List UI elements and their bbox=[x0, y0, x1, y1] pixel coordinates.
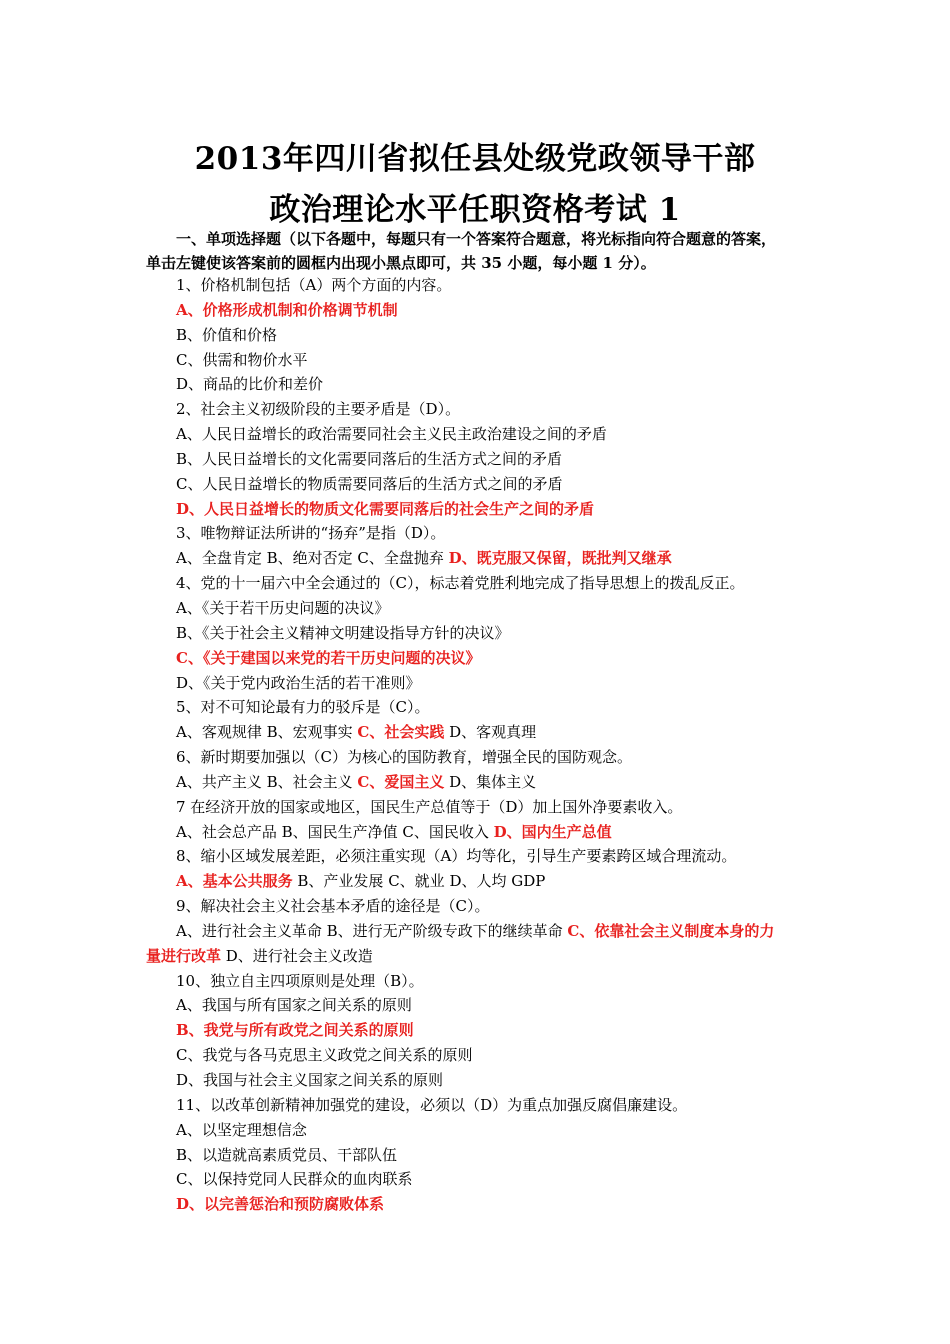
question-list bbox=[0, 273, 950, 1217]
text-line bbox=[0, 273, 950, 298]
line-text: 4、党的十一届六中全会通过的（C），标志着党胜利地完成了指导思想上的拨乱反正。 bbox=[176, 574, 745, 593]
highlighted-answer: D、以完善惩治和预防腐败体系 bbox=[176, 1195, 385, 1214]
text-line bbox=[0, 671, 950, 696]
text-line bbox=[0, 969, 950, 994]
text-line bbox=[0, 298, 950, 323]
text-line bbox=[0, 1192, 950, 1217]
text-line bbox=[0, 894, 950, 919]
line-text: 11、以改革创新精神加强党的建设，必须以（D）为重点加强反腐倡廉建设。 bbox=[176, 1095, 688, 1114]
line-text: A、进行社会主义革命 B、进行无产阶级专政下的继续革命 bbox=[176, 921, 568, 940]
text-line bbox=[0, 571, 950, 596]
line-text: B、价值和价格 bbox=[176, 325, 278, 344]
instructions-line-1: 一、单项选择题（以下各题中，每题只有一个答案符合题意，将光标指向符合题意的答案， bbox=[176, 230, 777, 248]
line-text: D、商品的比价和差价 bbox=[176, 375, 324, 394]
line-text: A、我国与所有国家之间关系的原则 bbox=[176, 996, 412, 1015]
text-line bbox=[0, 1093, 950, 1118]
text-line bbox=[0, 497, 950, 522]
line-text: D、集体主义 bbox=[444, 772, 537, 791]
instructions-line-2: 单击左键使该答案前的圆框内出现小黑点即可，共 35 小题，每小题 1 分）。 bbox=[146, 254, 656, 272]
text-line bbox=[0, 447, 950, 472]
line-text: 10、独立自主四项原则是处理（B）。 bbox=[176, 971, 424, 990]
text-line bbox=[0, 993, 950, 1018]
text-line bbox=[0, 844, 950, 869]
text-line bbox=[0, 546, 950, 571]
line-text: A、以坚定理想信念 bbox=[176, 1120, 307, 1139]
text-line bbox=[0, 1143, 950, 1168]
line-text: C、供需和物价水平 bbox=[176, 350, 308, 369]
line-text: D、进行社会主义改造 bbox=[221, 946, 373, 965]
line-text: D、客观真理 bbox=[444, 723, 537, 742]
text-line bbox=[0, 745, 950, 770]
highlighted-answer: C、依靠社会主义制度本身的力 bbox=[567, 921, 775, 940]
highlighted-answer: C、社会实践 bbox=[357, 723, 445, 742]
text-line bbox=[0, 596, 950, 621]
line-text: 9、解决社会主义社会基本矛盾的途径是（C）。 bbox=[176, 897, 490, 916]
text-line bbox=[0, 422, 950, 447]
line-text: A、全盘肯定 B、绝对否定 C、全盘抛弃 bbox=[176, 549, 449, 568]
text-line bbox=[0, 1118, 950, 1143]
text-line bbox=[0, 646, 950, 671]
text-line bbox=[0, 472, 950, 497]
highlighted-answer: C、《关于建国以来党的若干历史问题的决议》 bbox=[176, 648, 481, 667]
highlighted-answer: B、我党与所有政党之间关系的原则 bbox=[176, 1021, 414, 1040]
text-line bbox=[0, 1068, 950, 1093]
highlighted-answer: D、人民日益增长的物质文化需要同落后的社会生产之间的矛盾 bbox=[176, 499, 595, 518]
highlighted-answer: C、爱国主义 bbox=[357, 772, 445, 791]
text-line bbox=[0, 323, 950, 348]
text-line bbox=[0, 720, 950, 745]
document-title-line-1: 2013年四川省拟任县处级党政领导干部 bbox=[194, 141, 756, 177]
line-text: 6、新时期要加强以（C）为核心的国防教育，增强全民的国防观念。 bbox=[176, 748, 633, 767]
text-line bbox=[0, 944, 950, 969]
line-text: 3、唯物辩证法所讲的“扬弃”是指（D）。 bbox=[176, 524, 446, 543]
highlighted-answer: 量进行改革 bbox=[146, 946, 222, 965]
line-text: 1、价格机制包括（A）两个方面的内容。 bbox=[176, 276, 452, 294]
line-text: B、《关于社会主义精神文明建设指导方针的决议》 bbox=[176, 623, 510, 642]
line-text: 7 在经济开放的国家或地区，国民生产总值等于（D）加上国外净要素收入。 bbox=[176, 797, 683, 816]
highlighted-answer: A、价格形成机制和价格调节机制 bbox=[176, 300, 398, 319]
highlighted-answer: D、既克服又保留，既批判又继承 bbox=[448, 549, 672, 568]
highlighted-answer: D、国内生产总值 bbox=[493, 822, 612, 841]
text-line bbox=[0, 770, 950, 795]
text-line bbox=[0, 820, 950, 845]
line-text: A、人民日益增长的政治需要同社会主义民主政治建设之间的矛盾 bbox=[176, 425, 607, 444]
line-text: 5、对不可知论最有力的驳斥是（C）。 bbox=[176, 698, 430, 717]
document-title-line-2: 政治理论水平任职资格考试 1 bbox=[269, 192, 681, 228]
text-line bbox=[0, 1043, 950, 1068]
line-text: C、我党与各马克思主义政党之间关系的原则 bbox=[176, 1046, 473, 1065]
highlighted-answer: A、基本公共服务 bbox=[176, 872, 293, 891]
line-text: A、社会总产品 B、国民生产净值 C、国民收入 bbox=[176, 822, 494, 841]
line-text: A、《关于若干历史问题的决议》 bbox=[176, 598, 390, 617]
line-text: D、我国与社会主义国家之间关系的原则 bbox=[176, 1071, 444, 1089]
text-line bbox=[0, 795, 950, 820]
text-line bbox=[0, 869, 950, 894]
line-text: C、以保持党同人民群众的血肉联系 bbox=[176, 1170, 413, 1189]
text-line bbox=[0, 397, 950, 422]
line-text: 2、社会主义初级阶段的主要矛盾是（D）。 bbox=[176, 400, 461, 419]
line-text: B、人民日益增长的文化需要同落后的生活方式之间的矛盾 bbox=[176, 449, 563, 468]
text-line bbox=[0, 919, 950, 944]
line-text: B、产业发展 C、就业 D、人均 GDP bbox=[292, 872, 546, 891]
line-text: B、以造就高素质党员、干部队伍 bbox=[176, 1145, 398, 1164]
section-instructions bbox=[146, 227, 806, 275]
text-line bbox=[0, 521, 950, 546]
text-line bbox=[0, 1167, 950, 1192]
text-line bbox=[0, 621, 950, 646]
text-line bbox=[0, 348, 950, 373]
line-text: C、人民日益增长的物质需要同落后的生活方式之间的矛盾 bbox=[176, 474, 563, 493]
text-line bbox=[0, 372, 950, 397]
line-text: 8、缩小区域发展差距，必须注重实现（A）均等化，引导生产要素跨区域合理流动。 bbox=[176, 847, 737, 866]
line-text: D、《关于党内政治生活的若干准则》 bbox=[176, 673, 421, 692]
text-line bbox=[0, 695, 950, 720]
line-text: A、客观规律 B、宏观事实 bbox=[176, 723, 358, 742]
text-line bbox=[0, 1018, 950, 1043]
line-text: A、共产主义 B、社会主义 bbox=[176, 772, 358, 791]
